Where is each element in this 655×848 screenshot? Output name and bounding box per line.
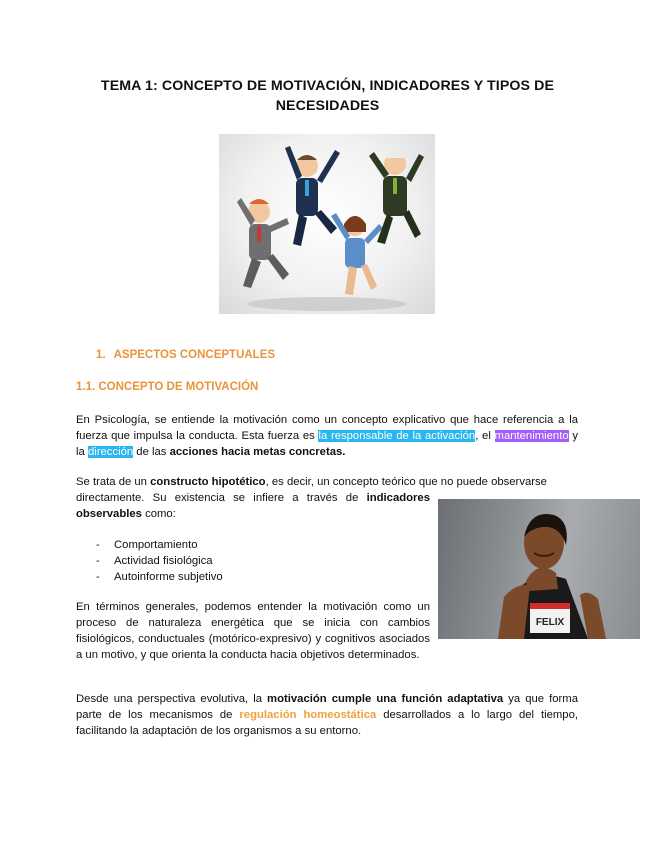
text-run: como: bbox=[141, 508, 176, 520]
list-item bbox=[96, 569, 223, 585]
runner-photo bbox=[438, 499, 640, 639]
paragraph-definition bbox=[76, 412, 578, 460]
text-run: directamente. Su existencia se infiere a través de bbox=[76, 492, 367, 504]
list-item-label: Autoinforme subjetivo bbox=[114, 571, 223, 583]
bold-indicators: indicadores observables bbox=[76, 492, 430, 520]
text-run: desarrollados a lo largo del tiempo, facilitando la adaptación de los organismos a su entorno. bbox=[76, 709, 579, 737]
text-run: Se trata de un bbox=[76, 476, 151, 488]
dash-bullet: - bbox=[96, 555, 100, 567]
subsection-heading-1-1: 1.1. CONCEPTO DE MOTIVACIÓN bbox=[76, 381, 259, 393]
page-title: TEMA 1: CONCEPTO DE MOTIVACIÓN, INDICADORES Y TIPOS DE NECESIDADES bbox=[100, 78, 555, 114]
text-run: ya que forma parte de los mecanismos de bbox=[76, 693, 578, 721]
section-number: 1. bbox=[96, 349, 106, 361]
text-run: y la bbox=[76, 430, 578, 458]
section-heading-1 bbox=[96, 349, 275, 361]
highlight-activation: la responsable de la activación bbox=[318, 430, 476, 442]
bold-adaptive: motivación cumple una función adaptativa bbox=[267, 693, 504, 705]
section-title: ASPECTOS CONCEPTUALES bbox=[113, 349, 276, 361]
paragraph-construct-rest bbox=[76, 490, 430, 522]
text-run: , el bbox=[475, 430, 495, 442]
runner-bib-text: FELIX bbox=[535, 617, 565, 628]
list-item bbox=[96, 537, 223, 553]
bold-goals: acciones hacia metas concretas. bbox=[169, 446, 346, 458]
dash-bullet: - bbox=[96, 539, 100, 551]
paragraph-construct-line1 bbox=[76, 474, 578, 490]
paragraph-evolutionary bbox=[76, 691, 578, 739]
highlight-direction: dirección bbox=[87, 446, 134, 458]
list-item bbox=[96, 553, 223, 569]
text-run: de las bbox=[133, 446, 170, 458]
dash-bullet: - bbox=[96, 571, 100, 583]
indicators-list bbox=[96, 537, 223, 585]
paragraph-energetic-process: En términos generales, podemos entender la motivación como un proceso de naturaleza energética que se inicia con cambios fisiológicos, conductuales (motórico-expresivo) y cognitivos asociados a un motivo, y que orienta la conducta hacia objetivos determinados. bbox=[76, 601, 430, 661]
highlight-maintenance: mantenimiento bbox=[494, 430, 569, 442]
text-run: En Psicología, se entiende la motivación como un concepto explicativo que hace referencia a la fuerza que impulsa la conducta. Esta fuerza es bbox=[76, 414, 578, 442]
text-run: , es decir, un concepto teórico que no puede observarse bbox=[265, 476, 547, 488]
list-item-label: Comportamiento bbox=[114, 539, 198, 551]
highlight-homeostatic: regulación homeostática bbox=[239, 709, 377, 721]
list-item-label: Actividad fisiológica bbox=[114, 555, 213, 567]
text-run: Desde una perspectiva evolutiva, la bbox=[76, 693, 268, 705]
bold-construct: constructo hipotético bbox=[150, 476, 266, 488]
jumping-people-illustration bbox=[219, 134, 435, 314]
